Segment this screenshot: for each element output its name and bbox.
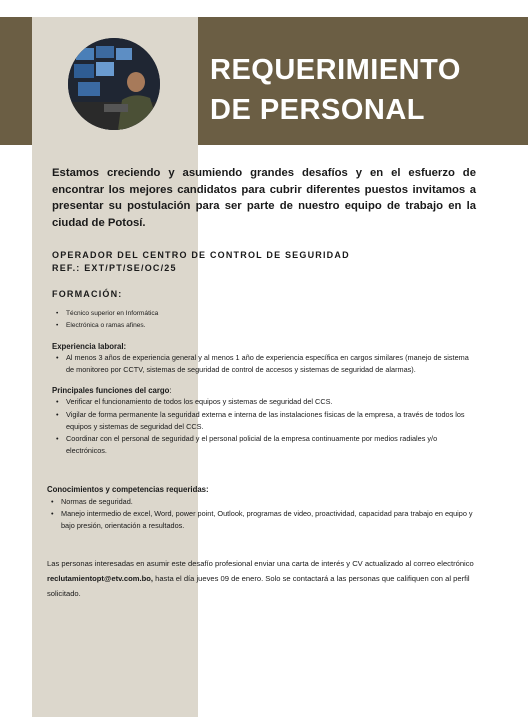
funciones-title-colon: : [169, 386, 172, 396]
contact-email: reclutamientopt@etv.com.bo, [47, 574, 153, 583]
conocimientos-title: Conocimientos y competencias requeridas: [47, 485, 209, 494]
list-item: • Técnico superior en Informática [66, 308, 476, 320]
list-item: • Coordinar con el personal de seguridad y el personal policial de la empresa continuamente por medios radiales y/o electrónicos. [66, 433, 476, 457]
conocimientos-list [47, 496, 479, 533]
closing-text-before: Las personas interesadas en asumir este desafío profesional enviar una carta de interés y CV actualizado al correo electrónico [47, 559, 474, 568]
list-item: • Vigilar de forma permanente la seguridad externa e interna de las instalaciones físicas de la empresa, a través de todos los equipos y sistemas de seguridad del CCS. [66, 409, 476, 433]
intro-paragraph: Estamos creciendo y asumiendo grandes desafíos y en el esfuerzo de encontrar los mejores candidatos para cubrir diferentes puestos invitamos a presentar su postulación para ser parte de nuestro equipo de trabajo en la ciudad de Potosí. [52, 167, 476, 229]
position-block [52, 249, 476, 275]
page-title [210, 50, 461, 130]
main-content [52, 165, 476, 457]
closing-text-after: hasta el día jueves 09 de enero. Solo se contactará a las personas que califiquen con al perfil solicitado. [47, 574, 470, 598]
formacion-title: FORMACIÓN: [52, 289, 123, 299]
list-item: • Manejo intermedio de excel, Word, power point, Outlook, programas de video, proactividad, capacidad para trabajo en equipo y bajo presión, orientación a resultados. [61, 508, 479, 532]
operator-photo [68, 38, 160, 130]
list-item: • Electrónica o ramas afines. [66, 320, 476, 332]
list-item: • Al menos 3 años de experiencia general y al menos 1 año de experiencia específica en cargos similares (manejo de sistema de monitoreo por CCTV, sistemas de seguridad de control de accesos y sistemas de seguridad de alarmas). [66, 352, 476, 376]
title-line-1: REQUERIMIENTO [210, 54, 461, 86]
funciones-list [52, 396, 476, 457]
formacion-list [52, 308, 476, 332]
funciones-title [52, 386, 476, 395]
control-room-image [68, 38, 160, 130]
list-item: • Verificar el funcionamiento de todos los equipos y sistemas de seguridad del CCS. [66, 396, 476, 408]
list-item: • Normas de seguridad. [61, 496, 479, 508]
funciones-title-text: Principales funciones del cargo [52, 386, 170, 396]
closing-paragraph [47, 556, 479, 601]
position-name: OPERADOR DEL CENTRO DE CONTROL DE SEGURIDAD [52, 250, 350, 260]
experiencia-list [52, 352, 476, 376]
experiencia-title: Experiencia laboral: [52, 342, 127, 351]
position-ref: REF.: EXT/PT/SE/OC/25 [52, 263, 177, 273]
title-line-2: DE PERSONAL [210, 94, 425, 126]
conocimientos-section [47, 485, 479, 533]
